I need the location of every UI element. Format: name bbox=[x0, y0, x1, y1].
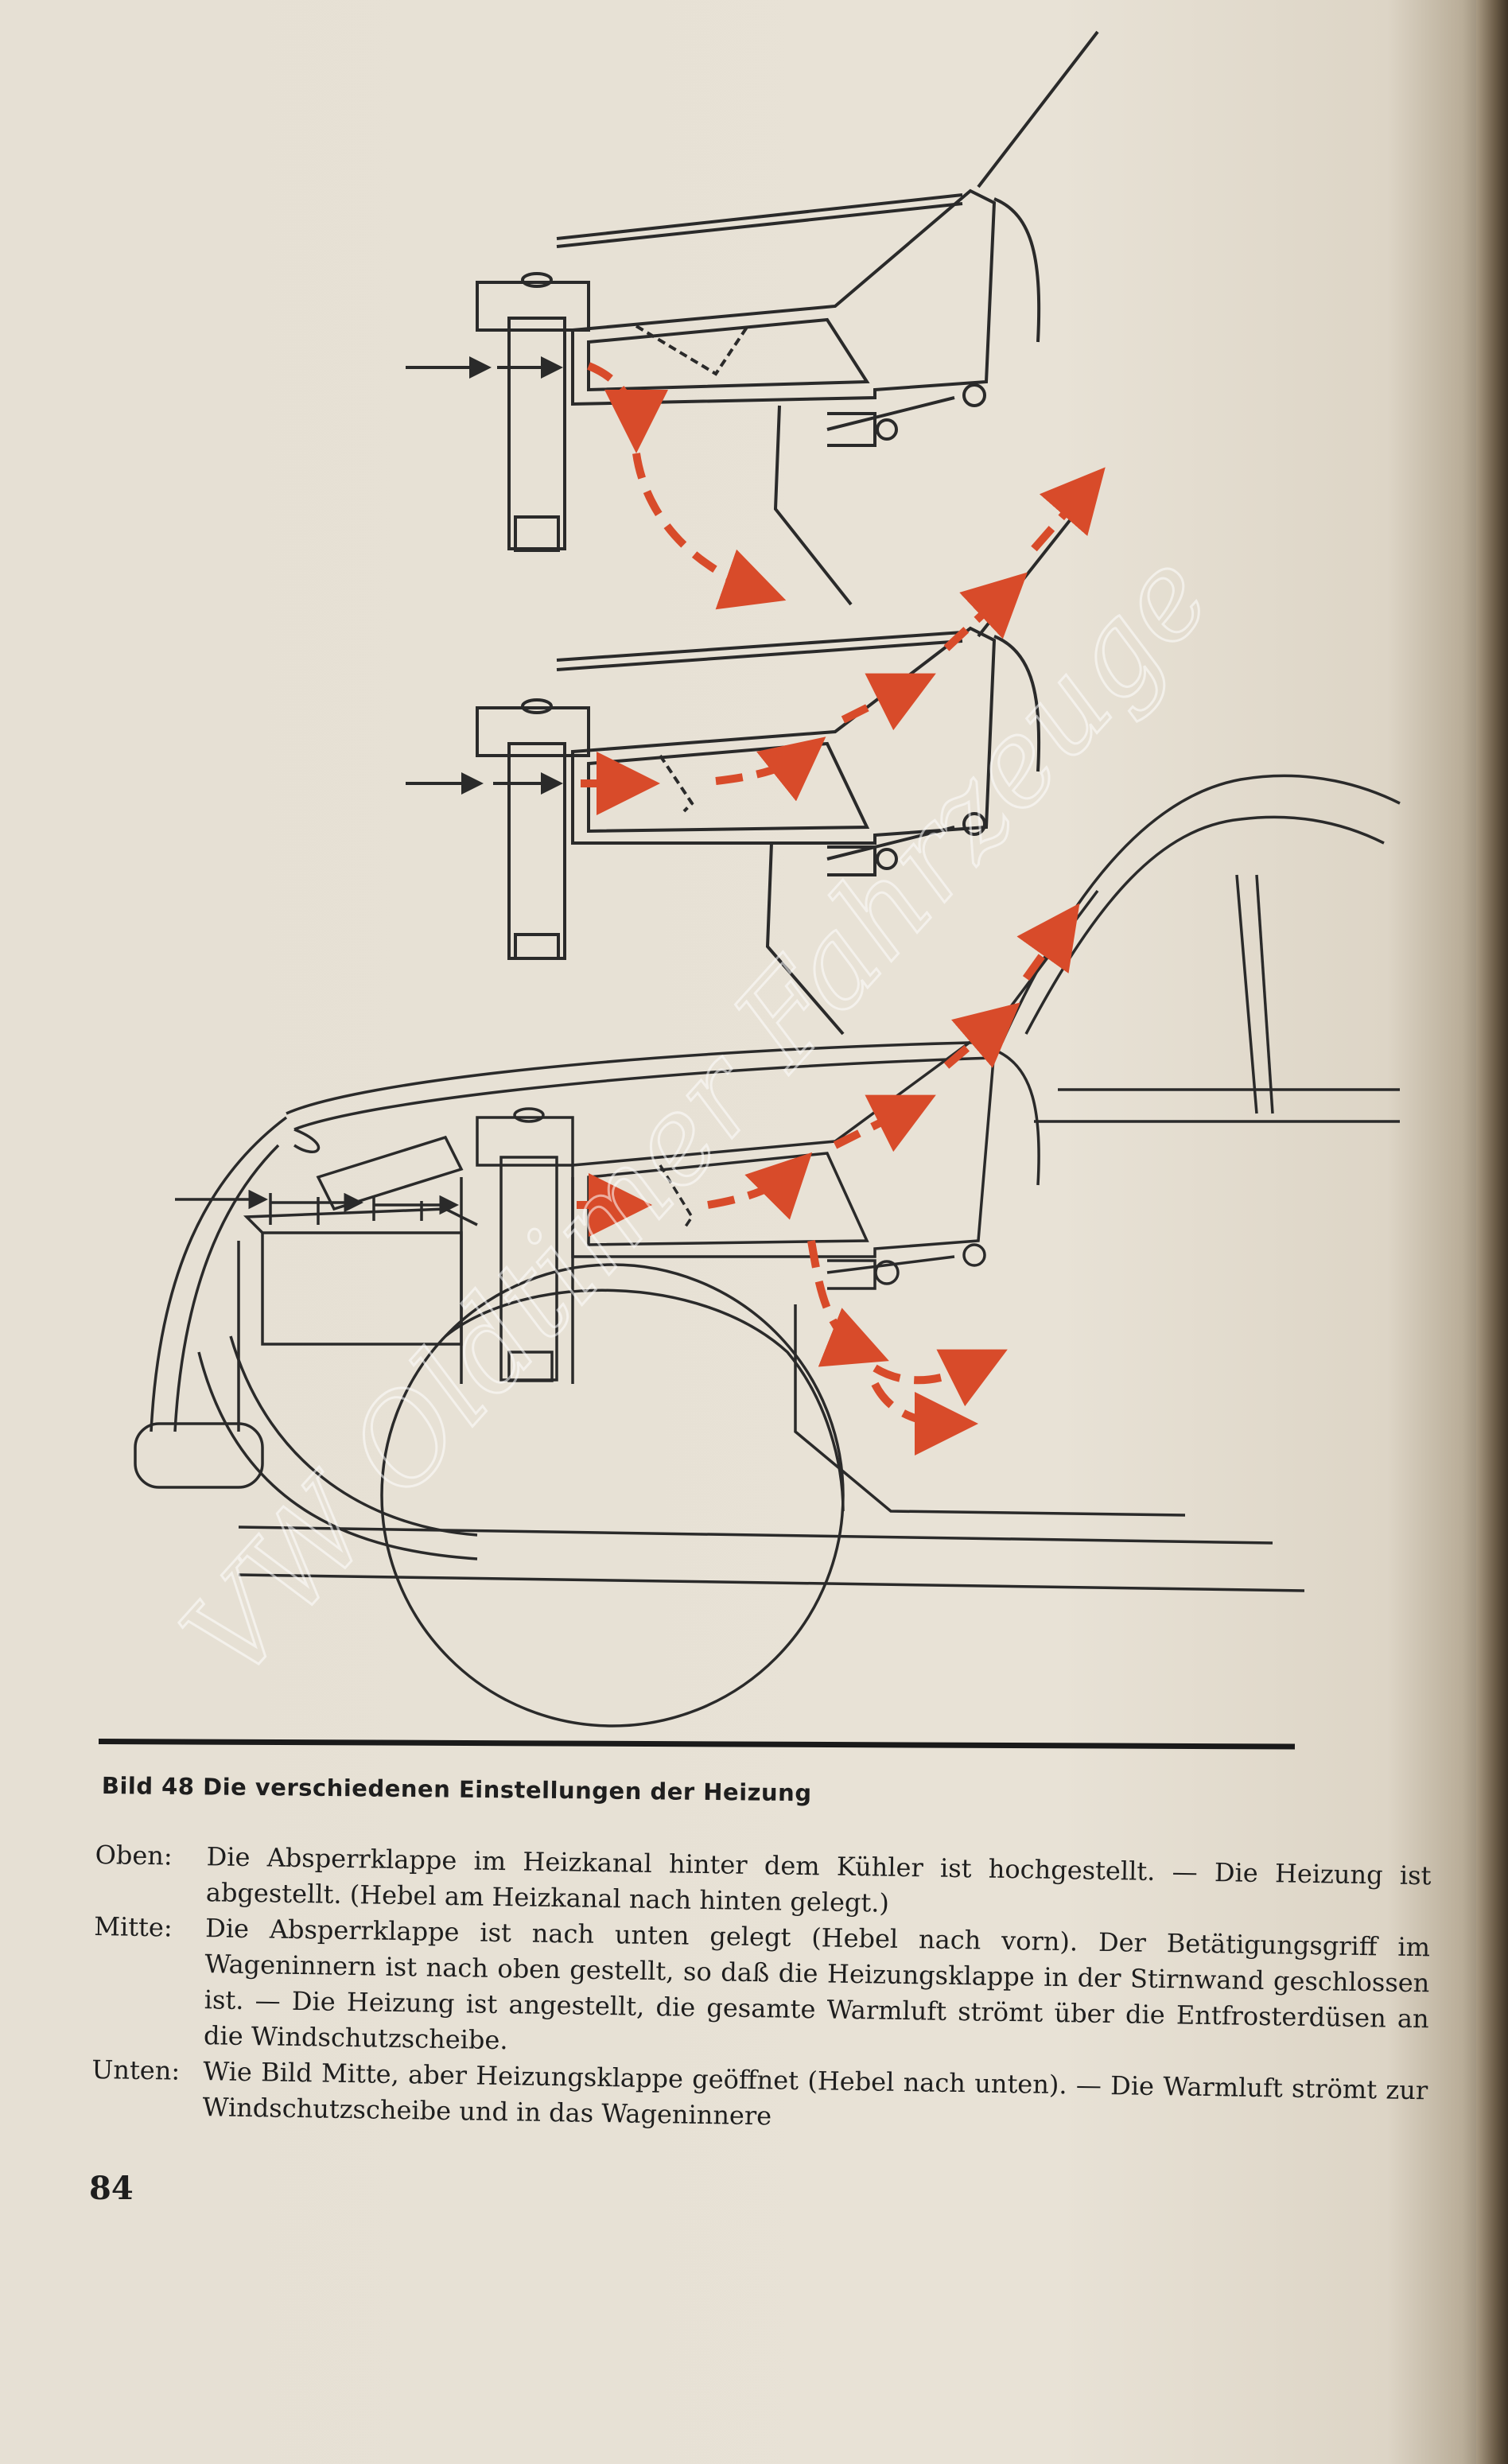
caption-entry-label: Unten: bbox=[91, 2054, 181, 2086]
caption-entry-label: Oben: bbox=[95, 1839, 173, 1871]
svg-text:VW Oldtimer Fahrzeuge: VW Oldtimer Fahrzeuge bbox=[157, 527, 1238, 1706]
watermark bbox=[157, 527, 1237, 1705]
figure-caption-title: Bild 48 Die verschiedenen Einstellungen der Heizung bbox=[101, 1772, 812, 1807]
caption-entry-mitte bbox=[92, 1909, 1431, 2073]
figure-caption-body bbox=[91, 1837, 1431, 2144]
caption-entry-text: Wie Bild Mitte, aber Heizungsklappe geöffnet (Hebel nach unten). — Die Warmluft strömt zur Windschutzscheibe und in das Wageninnere bbox=[202, 2056, 1428, 2132]
diagram-top bbox=[406, 32, 1098, 604]
caption-entry-text: Die Absperrklappe im Heizkanal hinter dem Kühler ist hochgestellt. — Die Heizung ist abgestellt. (Hebel am Heizkanal nach hinten gelegt.) bbox=[205, 1841, 1432, 1918]
caption-entry-label: Mitte: bbox=[93, 1910, 173, 1943]
caption-entry-text: Die Absperrklappe ist nach unten gelegt (Hebel nach vorn). Der Betätigungsgriff im Wageninnern ist nach oben gestellt, so daß die Heizungsklappe in der Stirnwand geschlossen ist. — Die Heizung ist angestellt, die gesamte Warmluft strömt über die Entfrosterdüsen an die Windschutzscheibe. bbox=[203, 1913, 1431, 2056]
page-number: 84 bbox=[89, 2170, 134, 2207]
